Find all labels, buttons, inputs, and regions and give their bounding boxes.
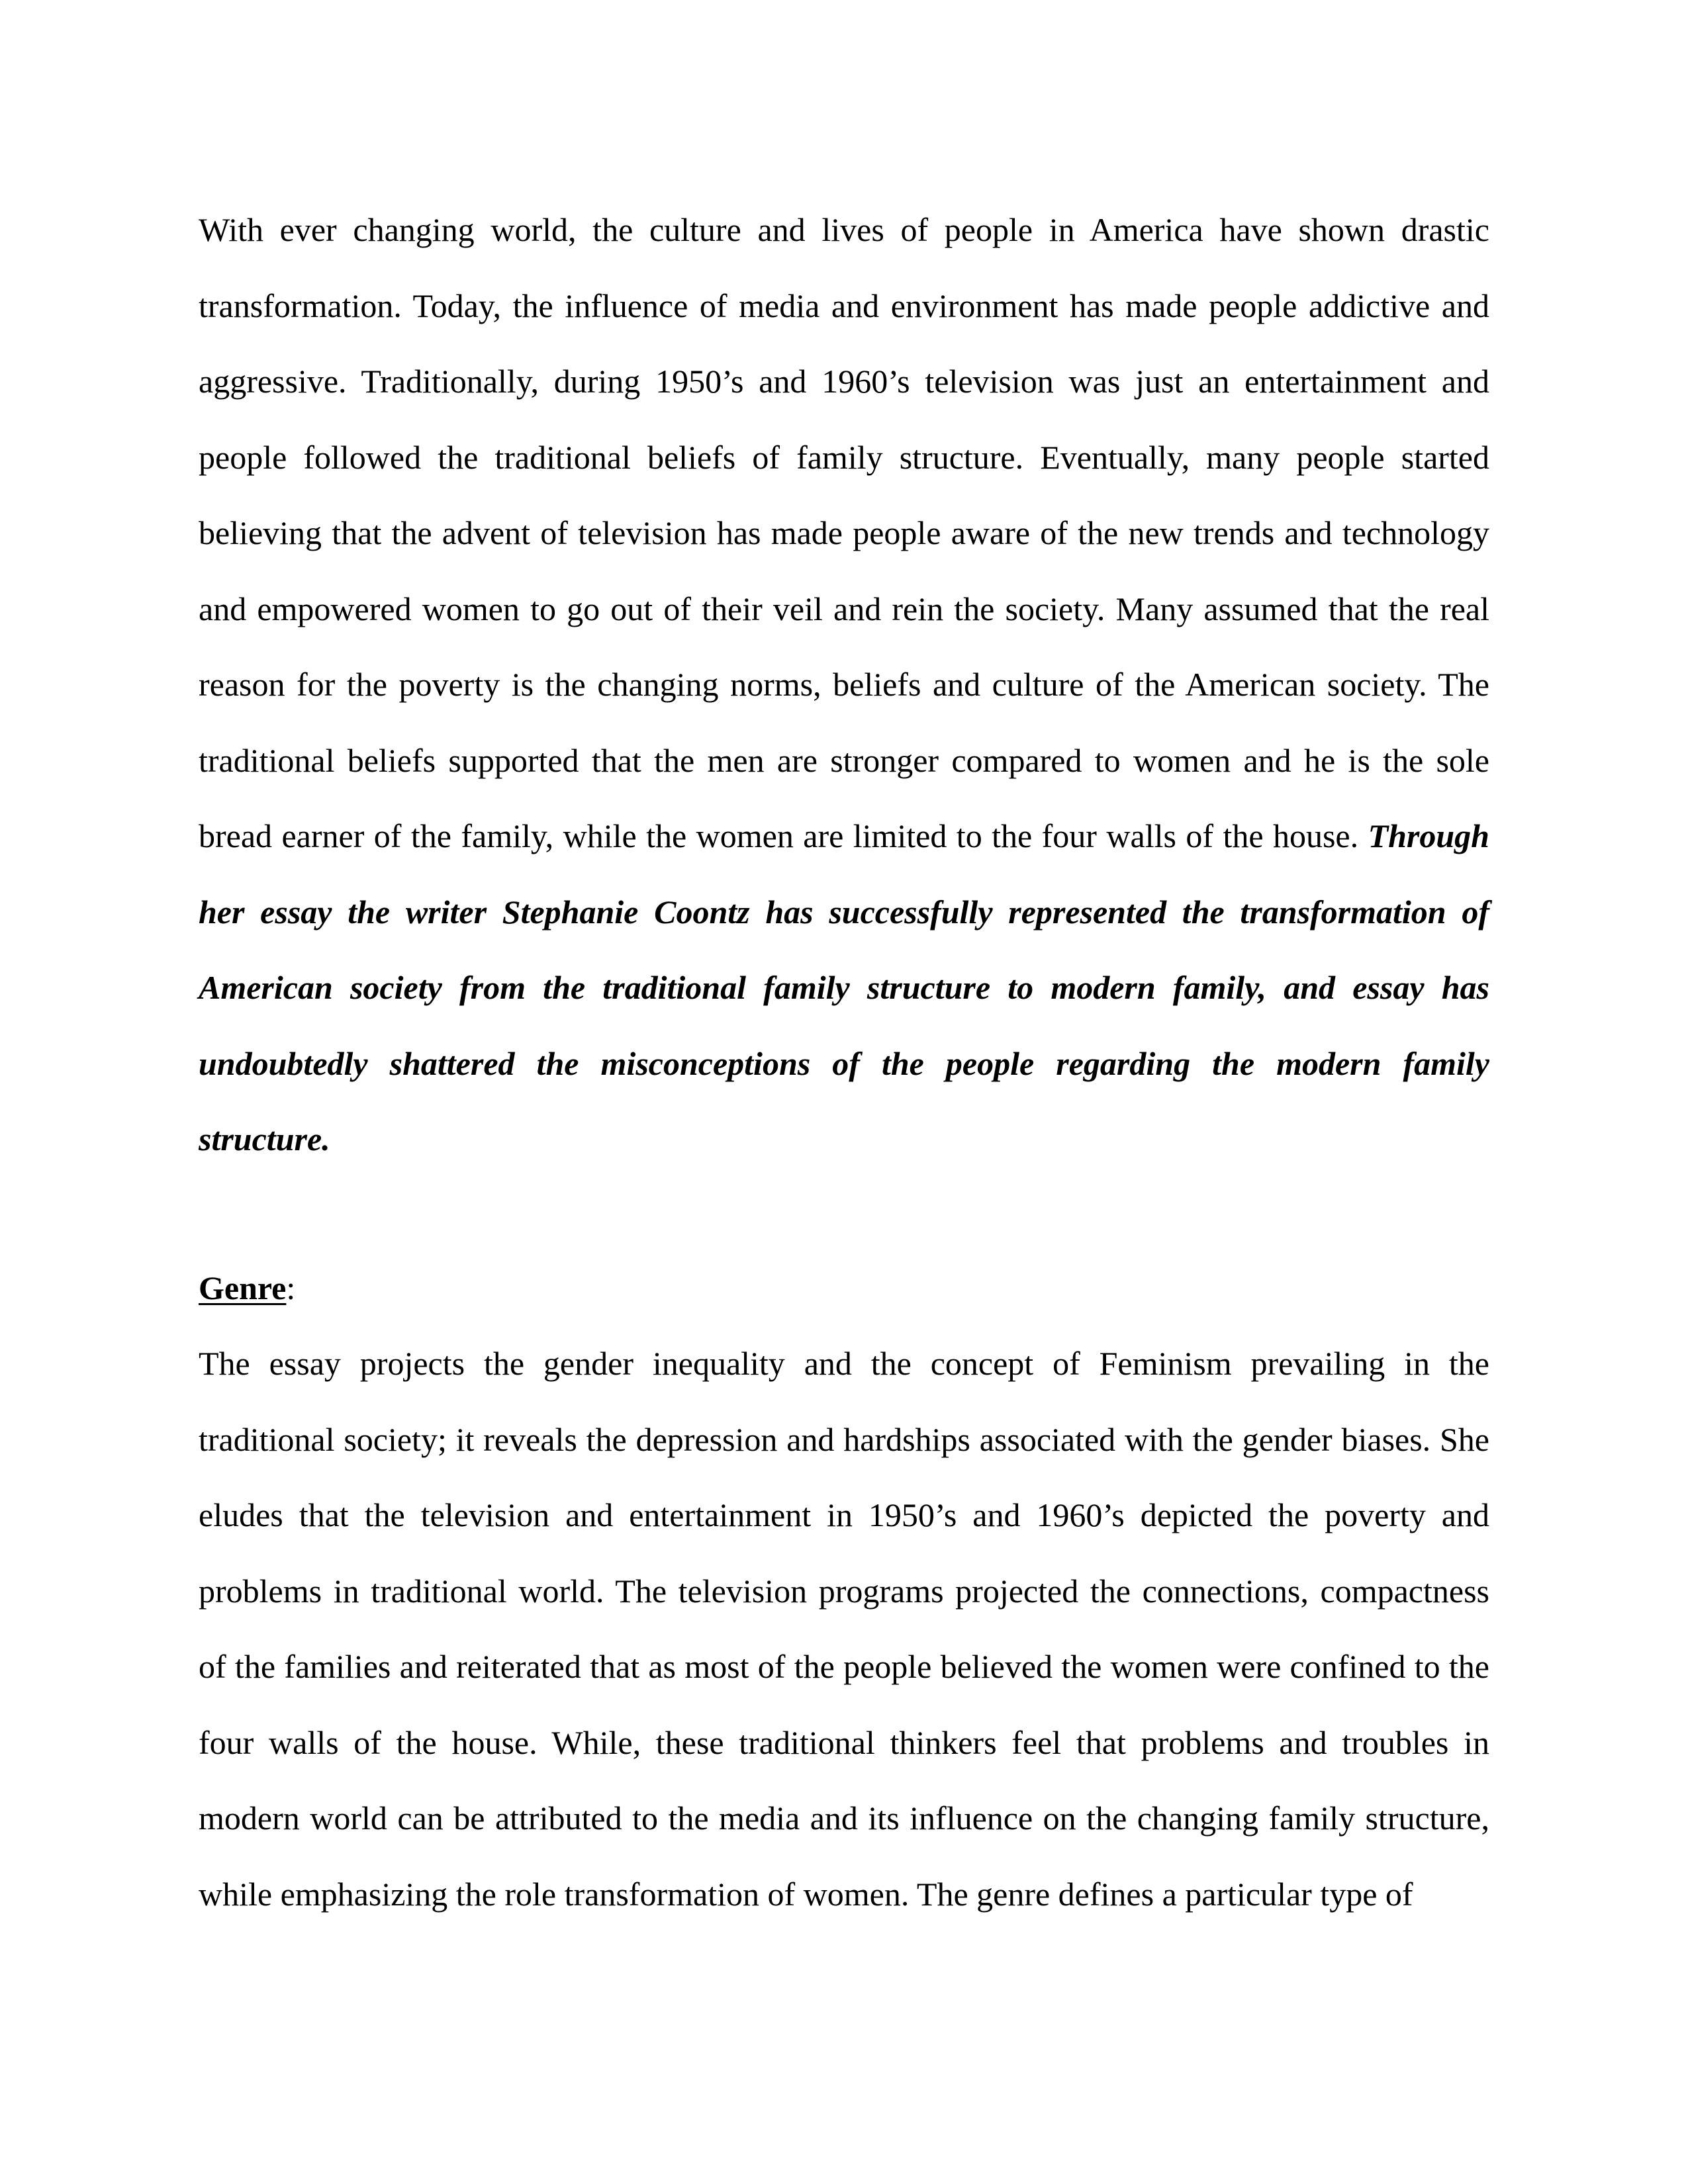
genre-heading-text: Genre: [199, 1269, 287, 1306]
genre-heading: [199, 1250, 1489, 1326]
genre-paragraph: The essay projects the gender inequality and the concept of Feminism prevailing in the traditional society; it reveals the depression and hardships associated with the gender biases. She eludes that the television and entertainment in 1950’s and 1960’s depicted the poverty and problems in traditional world. The television programs projected the connections, compactness of the families and reiterated that as most of the people believed the women were confined to the four walls of the house. While, these traditional thinkers feel that problems and troubles in modern world can be attributed to the media and its influence on the changing family structure, while emphasizing the role transformation of women. The genre defines a particular type of: [199, 1345, 1489, 1913]
genre-heading-colon: :: [286, 1269, 296, 1306]
section-spacer: [199, 1177, 1489, 1250]
thesis-statement: Through her essay the writer Stephanie Coontz has successfully represented the transformation of American society from the traditional family structure to modern family, and essay has undoubtedly shattered the misconceptions of the people regarding the modern family structure.: [199, 817, 1489, 1158]
intro-paragraph: [199, 192, 1489, 1177]
document-body: [199, 192, 1489, 1932]
intro-body-text: With ever changing world, the culture and lives of people in America have shown drastic transformation. Today, the influence of media and environment has made people addictive and aggressive. Traditionally, during 1950’s and 1960’s television was just an entertainment and people followed the traditional beliefs of family structure. Eventually, many people started believing that the advent of television has made people aware of the new trends and technology and empowered women to go out of their veil and rein the society. Many assumed that the real reason for the poverty is the changing norms, beliefs and culture of the American society. The traditional beliefs supported that the men are stronger compared to women and he is the sole bread earner of the family, while the women are limited to the four walls of the house.: [199, 211, 1489, 854]
